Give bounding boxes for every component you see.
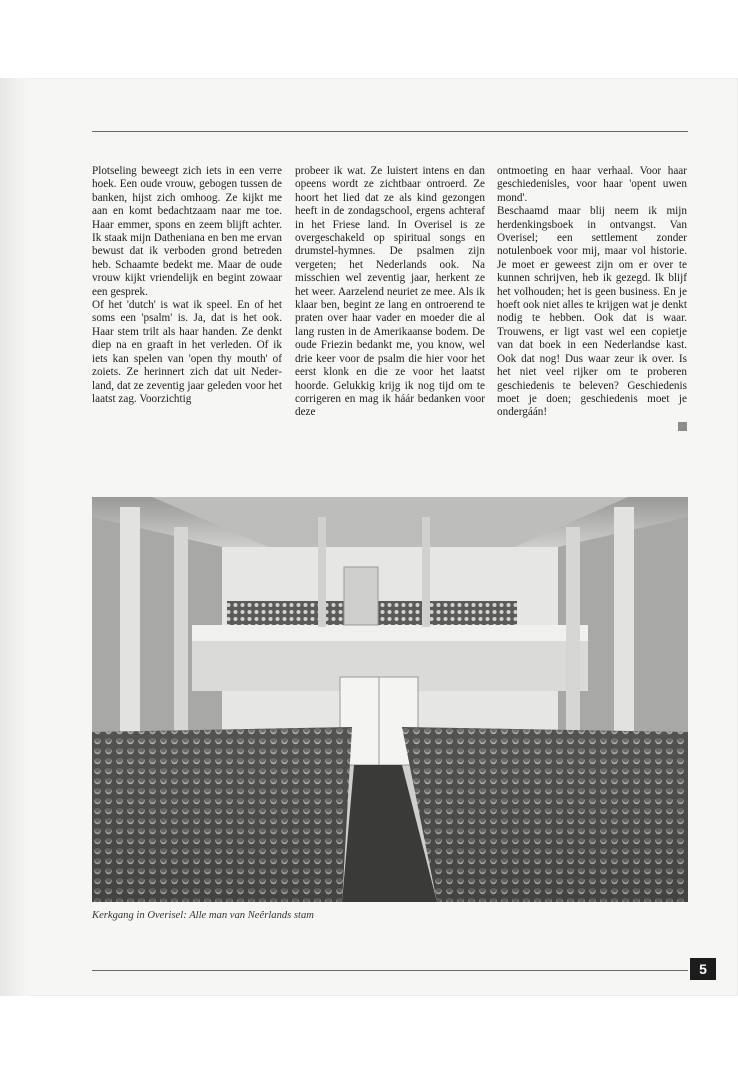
top-rule <box>92 131 688 132</box>
page-number: 5 <box>690 958 716 980</box>
end-of-article-mark <box>678 422 687 431</box>
text-column-3 <box>497 165 687 431</box>
text-column-1 <box>92 165 282 406</box>
text-column-2 <box>295 165 485 420</box>
paragraph: ontmoeting en haar verhaal. Voor haar geschiedenisles, voor haar 'opent uwen mond'. <box>497 165 687 204</box>
paragraph: Of het 'dutch' is wat ik speel. En of het soms een 'psalm' is. Ja, dat is het ook. Haar stem trilt als haar handen. Ze denkt diep na en graaft in het verleden. Of ik iets kan spelen van 'open thy mouth' of zoiets. Ze herinnert zich dat uit Nederland, dat ze zeventig jaar geleden voor het laatst zag. Voorzichtig <box>92 299 282 405</box>
bottom-rule <box>92 970 688 971</box>
church-congregation-photo <box>92 497 688 902</box>
paragraph: Beschaamd maar blij neem ik mijn herdenkingsboek in ontvangst. Van Overisel; een settlement zonder notulenboek voor mij, maar vol historie. Je moet er geweest zijn om er over te kunnen schrijven, heb ik gezegd. Ik blijf het volhouden; het is geen business. En je hoeft ook niet alles te krijgen wat je denkt nodig te hebben. Ook dat is waar. Trouwens, er ligt vast wel een copietje van dat boek in een Nederlandse kast. Ook dat nog! Dus waar zeur ik over. Is het niet veel rijker om te proberen geschiedenis te beleven? Geschiedenis moet je doen; geschiedenis moet je ondergáán! <box>497 205 687 419</box>
paragraph: Plotseling beweegt zich iets in een verre hoek. Een oude vrouw, gebogen tussen de banken, hijst zich omhoog. Ze kijkt me aan en komt bedachtzaam naar me toe. Haar emmer, spons en zeem blijft achter. Ik staak mijn Datheniana en ben me ervan bewust dat ik verboden grond betreden heb. Schaamte bedekt me. Maar de oude vrouw kijkt vriendelijk en begint zowaar een gesprek. <box>92 165 282 298</box>
page-spine-shadow <box>0 78 30 996</box>
paragraph: probeer ik wat. Ze luistert intens en dan opeens wordt ze zichtbaar ontroerd. Ze hoort het lied dat ze als kind gezongen heeft in de zondagschool, ergens achteraf in het Friese land. In Overisel is ze overgeschakeld op spiritual songs en drumstel-hymnes. De psalmen zijn vergeten; het Nederlands ook. Na misschien wel zeventig jaar, herkent ze het weer. Aarzelend neuriet ze mee. Als ik klaar ben, begint ze lang en ontroerend te praten over haar vader en moeder die al lang rusten in de Amerikaanse bodem. De oude Friezin bedankt me, you know, wel drie keer voor de psalm die hier voor het eerst klonk en die ze voor het laatst hoorde. Gelukkig krijg ik nog tijd om te corrigeren en mag ik háár bedanken voor deze <box>295 165 485 419</box>
photo-caption: Kerkgang in Overisel: Alle man van Neêrlands stam <box>92 910 314 921</box>
